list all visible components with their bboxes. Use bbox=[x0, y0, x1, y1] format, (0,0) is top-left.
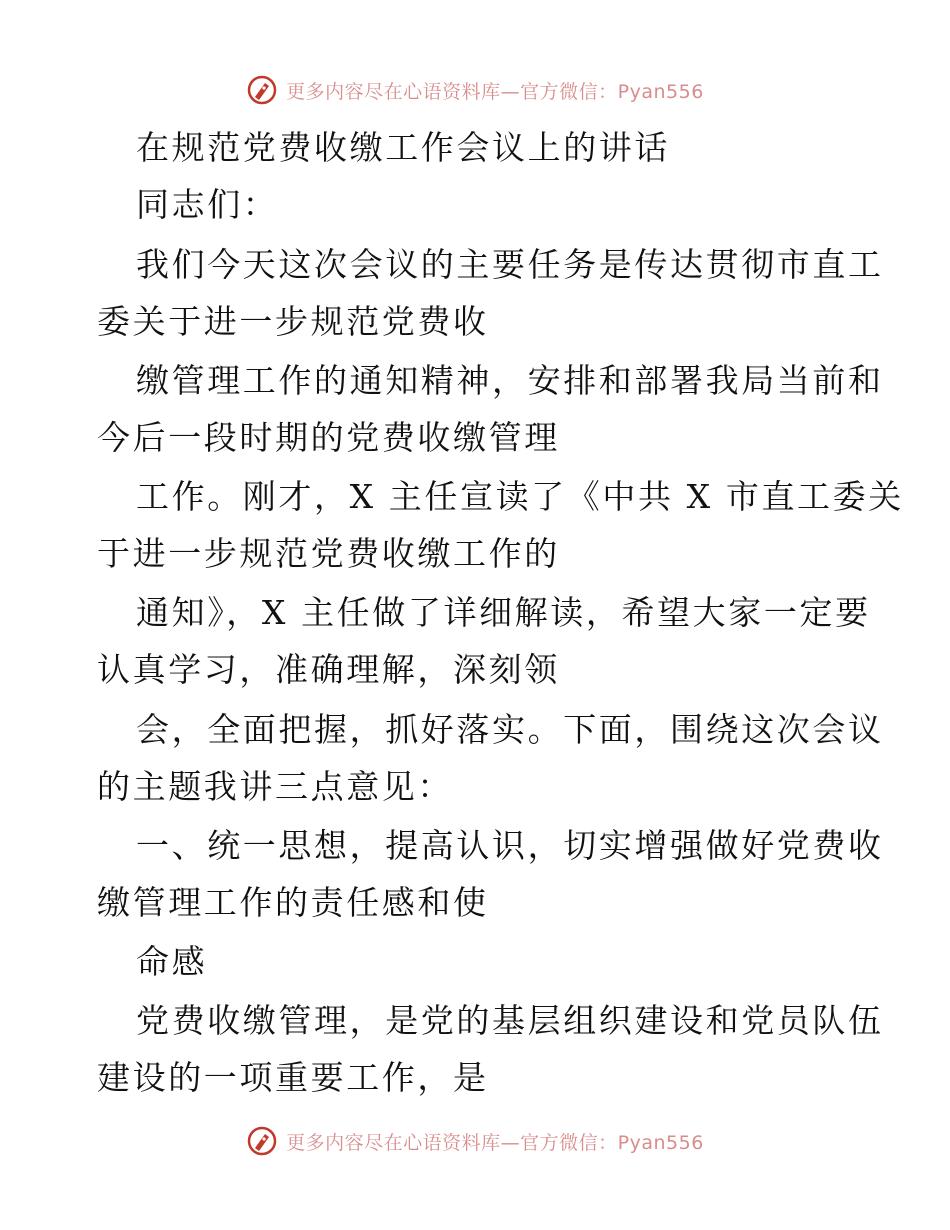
pen-nib-icon bbox=[246, 1125, 278, 1157]
paragraph-line: 委关于进一步规范党费收 bbox=[97, 302, 489, 341]
paragraph-line: 通知》，X 主任做了详细解读，希望大家一定要 bbox=[136, 593, 871, 632]
section-heading-line: 命感 bbox=[136, 942, 208, 981]
paragraph-line: 会，全面把握，抓好落实。下面，围绕这次会议 bbox=[136, 710, 884, 749]
paragraph-line: 今后一段时期的党费收缴管理 bbox=[97, 418, 560, 457]
pen-nib-icon bbox=[246, 74, 278, 106]
paragraph-line: 工作。刚才，X 主任宣读了《中共 X 市直工委关 bbox=[136, 477, 904, 516]
paragraph-line: 建设的一项重要工作，是 bbox=[97, 1058, 489, 1097]
section-heading-line: 缴管理工作的责任感和使 bbox=[97, 883, 489, 922]
paragraph-line: 我们今天这次会议的主要任务是传达贯彻市直工 bbox=[136, 245, 884, 284]
section-heading-line: 一、统一思想，提高认识，切实增强做好党费收 bbox=[136, 826, 884, 865]
watermark-text: 更多内容尽在心语资料库—官方微信：Pyan556 bbox=[286, 1131, 704, 1154]
watermark-text: 更多内容尽在心语资料库—官方微信：Pyan556 bbox=[286, 80, 704, 103]
document-title: 在规范党费收缴工作会议上的讲话 bbox=[136, 128, 670, 167]
watermark-footer bbox=[0, 1121, 950, 1161]
paragraph-line: 缴管理工作的通知精神，安排和部署我局当前和 bbox=[136, 361, 884, 400]
watermark-header bbox=[0, 70, 950, 110]
salutation: 同志们： bbox=[136, 185, 279, 224]
paragraph-line: 党费收缴管理，是党的基层组织建设和党员队伍 bbox=[136, 1001, 884, 1040]
paragraph-line: 于进一步规范党费收缴工作的 bbox=[97, 534, 560, 573]
paragraph-line: 的主题我讲三点意见： bbox=[97, 767, 453, 806]
paragraph-line: 认真学习，准确理解，深刻领 bbox=[97, 650, 560, 689]
